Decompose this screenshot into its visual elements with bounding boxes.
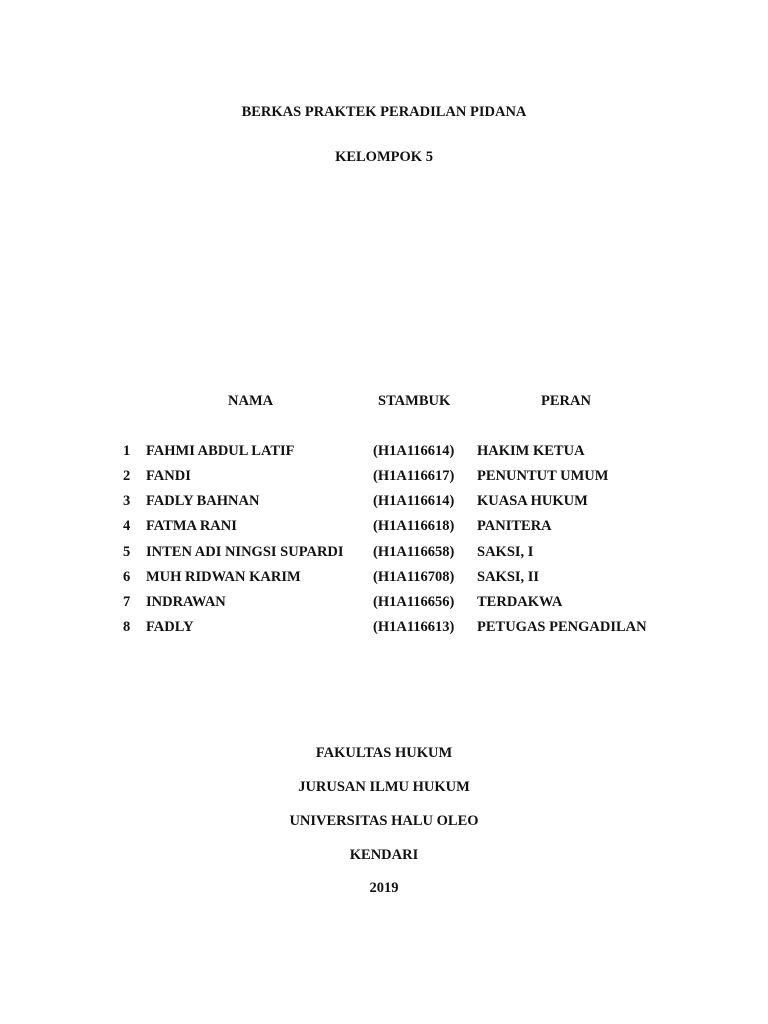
row-number: 3 [123, 493, 131, 509]
row-number: 7 [123, 594, 131, 610]
member-stambuk: (H1A116614) [373, 493, 455, 509]
table-row [0, 568, 768, 586]
member-role: SAKSI, II [477, 569, 540, 585]
member-name: FAHMI ABDUL LATIF [146, 443, 295, 459]
member-role: PANITERA [477, 518, 552, 534]
table-row [0, 517, 768, 535]
member-name: FADLY BAHNAN [146, 493, 260, 509]
row-number: 2 [123, 468, 131, 484]
member-role: TERDAKWA [477, 594, 563, 610]
row-number: 4 [123, 518, 131, 534]
table-row [0, 467, 768, 485]
row-number: 1 [123, 443, 131, 459]
member-stambuk: (H1A116656) [373, 594, 455, 610]
member-name: FATMA RANI [146, 518, 237, 534]
column-header-stambuk: STAMBUK [378, 393, 451, 409]
member-name: INDRAWAN [146, 594, 226, 610]
department-label: JURUSAN ILMU HUKUM [298, 779, 470, 795]
member-stambuk: (H1A116613) [373, 619, 455, 635]
table-row [0, 618, 768, 636]
member-name: INTEN ADI NINGSI SUPARDI [146, 544, 344, 560]
city-label: KENDARI [349, 847, 419, 863]
member-name: FADLY [146, 619, 194, 635]
member-role: HAKIM KETUA [477, 443, 585, 459]
row-number: 6 [123, 569, 131, 585]
table-row [0, 492, 768, 510]
table-row [0, 442, 768, 460]
member-role: KUASA HUKUM [477, 493, 588, 509]
row-number: 8 [123, 619, 131, 635]
member-role: PENUNTUT UMUM [477, 468, 609, 484]
member-name: MUH RIDWAN KARIM [146, 569, 301, 585]
group-label: KELOMPOK 5 [335, 149, 433, 165]
column-header-peran: PERAN [541, 393, 591, 409]
faculty-label: FAKULTAS HUKUM [315, 745, 453, 761]
column-header-nama: NAMA [228, 393, 274, 409]
table-row [0, 593, 768, 611]
university-label: UNIVERSITAS HALU OLEO [289, 813, 479, 829]
member-stambuk: (H1A116617) [373, 468, 455, 484]
member-role: SAKSI, I [477, 544, 534, 560]
row-number: 5 [123, 544, 131, 560]
member-stambuk: (H1A116708) [373, 569, 455, 585]
member-stambuk: (H1A116614) [373, 443, 455, 459]
member-role: PETUGAS PENGADILAN [477, 619, 647, 635]
document-title: BERKAS PRAKTEK PERADILAN PIDANA [241, 104, 527, 120]
member-name: FANDI [146, 468, 191, 484]
table-row [0, 543, 768, 561]
member-stambuk: (H1A116618) [373, 518, 455, 534]
year-label: 2019 [369, 880, 399, 896]
member-stambuk: (H1A116658) [373, 544, 455, 560]
